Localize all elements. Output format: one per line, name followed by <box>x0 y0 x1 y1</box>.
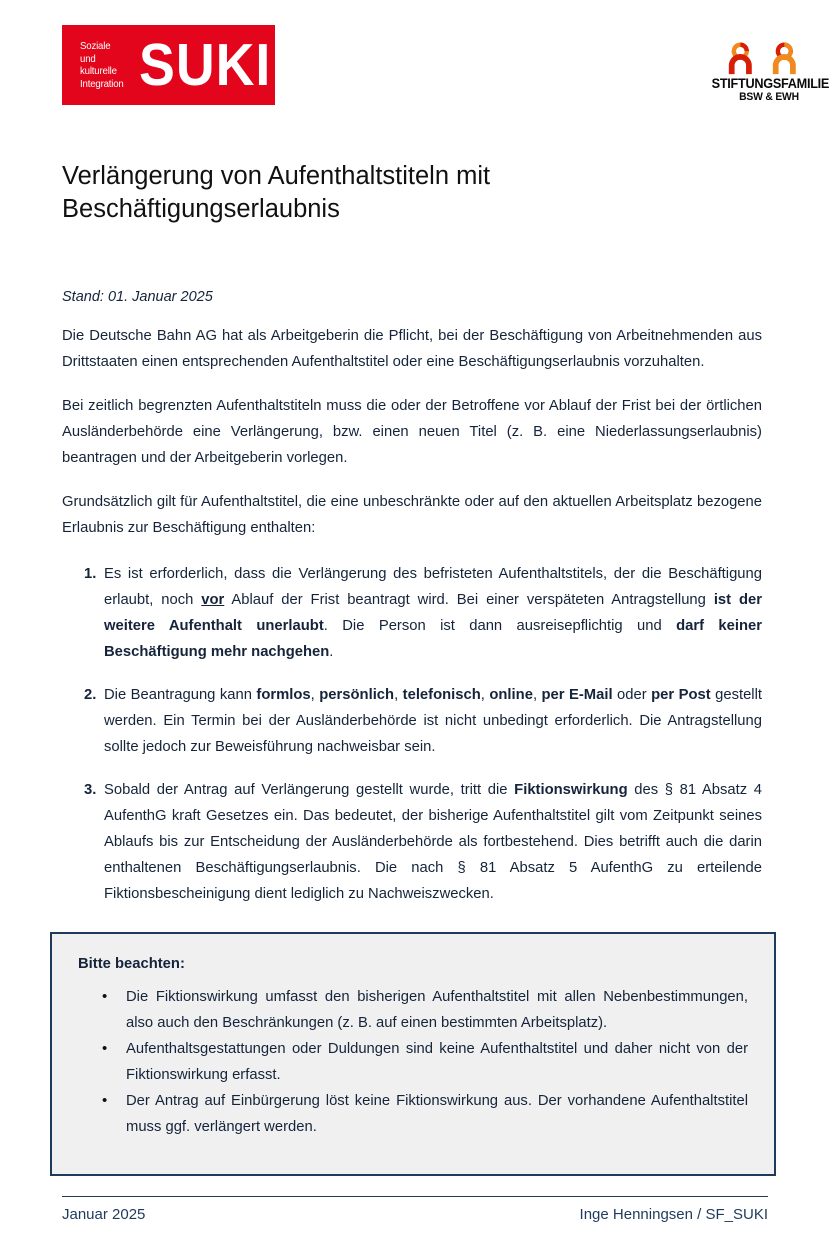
emphasis-bold: persönlich <box>319 687 395 703</box>
text-run: , <box>532 687 542 703</box>
notice-list-item: • Der Antrag auf Einbürgerung löst keine Fiktionswirkung aus. Der vorhandene Aufenthaltstitel muss ggf. verlängert werden. <box>78 1088 748 1140</box>
page-footer <box>62 1206 768 1223</box>
paragraph-3: Grundsätzlich gilt für Aufenthaltstitel, die eine unbeschränkte oder auf den aktuellen Arbeitsplatz bezogene Erlaubnis zur Beschäftigung enthalten: <box>62 494 762 536</box>
text-run: , <box>394 687 403 703</box>
numbered-list-item <box>62 682 762 760</box>
stiftungsfamilie-logo <box>708 32 830 112</box>
paragraph-1: Die Deutsche Bahn AG hat als Arbeitgeberin die Pflicht, bei der Beschäftigung von Arbeitnehmenden aus Drittstaaten einen entsprechenden Aufenthaltstitel oder eine Beschäftigungserlaubnis vorzuhalten. <box>62 328 762 370</box>
page-title: Verlängerung von Aufenthaltstiteln mit Beschäftigungserlaubnis <box>62 162 491 223</box>
emphasis-bold: formlos <box>256 687 311 703</box>
suki-logo-subtitle: Soziale und kulturelle Integration <box>80 40 124 90</box>
document-date-note: Stand: 01. Januar 2025 <box>62 289 213 305</box>
emphasis-bold: per Post <box>651 687 711 703</box>
notice-box <box>50 932 776 1176</box>
emphasis-bold: telefonisch <box>402 687 481 703</box>
text-run: oder <box>612 687 652 703</box>
text-run: Es ist erforderlich, dass die Verlängerung des befristeten Aufenthaltstitels, der die Beschäftigung erlaubt, noch <box>104 566 762 608</box>
stiftungsfamilie-subtitle: BSW & EWH <box>739 91 799 103</box>
numbered-list-item <box>62 777 762 907</box>
emphasis-bold: ist der weitere Aufenthalt unerlaubt <box>104 592 763 634</box>
text-run: . <box>329 644 334 660</box>
numbered-list-item <box>62 561 762 665</box>
emphasis-bold: online <box>489 687 533 703</box>
text-run: des § 81 Absatz 4 AufenthG kraft Gesetzes ein. Das bedeutet, der bisherige Aufenthaltstitel gilt vom Zeitpunkt seines Ablaufs bis zur Entscheidung der Ausländerbehörde als fortbestehend. Dies betrifft auch die darin enthaltenen Beschäftigungserlaubnis. Die nach § 81 Absatz 5 AufenthG zu erteilende Fiktionsbescheinigung dient lediglich zu Nachweiszwecken. <box>104 782 763 902</box>
text-run: , <box>480 687 490 703</box>
text-run: Sobald der Antrag auf Verlängerung gestellt wurde, tritt die <box>104 782 515 798</box>
emphasis-bold: per E-Mail <box>541 687 613 703</box>
emphasis-bold-underline: vor <box>201 592 225 608</box>
suki-logo-wordmark: SUKI <box>139 31 272 98</box>
emphasis-bold: Fiktionswirkung <box>514 782 628 798</box>
notice-list-item: • Die Fiktionswirkung umfasst den bisherigen Aufenthaltstitel mit allen Nebenbestimmungen, also auch den Beschränkungen (z. B. auf einen bestimmten Arbeitsplatz). <box>78 984 748 1036</box>
stiftungsfamilie-name: STIFTUNGSFAMILIE <box>711 76 830 91</box>
footer-divider <box>62 1196 768 1197</box>
suki-logo <box>62 25 275 105</box>
document-content <box>62 160 762 907</box>
notice-box-title: Bitte beachten: <box>78 956 185 972</box>
text-run: . Die Person ist dann ausreisepflichtig und <box>323 618 677 634</box>
text-run: , <box>310 687 320 703</box>
paragraph-2: Bei zeitlich begrenzten Aufenthaltstiteln muss die oder der Betroffene vor Ablauf der Frist bei der örtlichen Ausländerbehörde eine Verlängerung, bzw. einen neuen Titel (z. B. eine Niederlassungserlaubnis) beantragen und der Arbeitgeberin vorlegen. <box>62 398 762 466</box>
emphasis-bold: darf keiner Beschäftigung mehr nachgehen <box>104 618 762 660</box>
text-run: gestellt werden. Ein Termin bei der Ausländerbehörde ist nicht unbedingt erforderlich. Die Antragstellung sollte jedoch zur Beweisführung nachweisbar sein. <box>104 687 762 755</box>
footer-left-text: Januar 2025 <box>62 1206 146 1223</box>
two-people-icon <box>708 32 830 76</box>
numbered-list <box>62 561 762 907</box>
text-run: Ablauf der Frist beantragt wird. Bei einer verspäteten Antragstellung <box>224 592 714 608</box>
footer-right-text: Inge Henningsen / SF_SUKI <box>579 1206 768 1223</box>
text-run: Die Beantragung kann <box>104 687 257 703</box>
notice-list-item: • Aufenthaltsgestattungen oder Duldungen sind keine Aufenthaltstitel und daher nicht von der Fiktionswirkung erfasst. <box>78 1036 748 1088</box>
notice-bullet-list <box>78 984 748 1140</box>
page-header <box>0 0 832 128</box>
